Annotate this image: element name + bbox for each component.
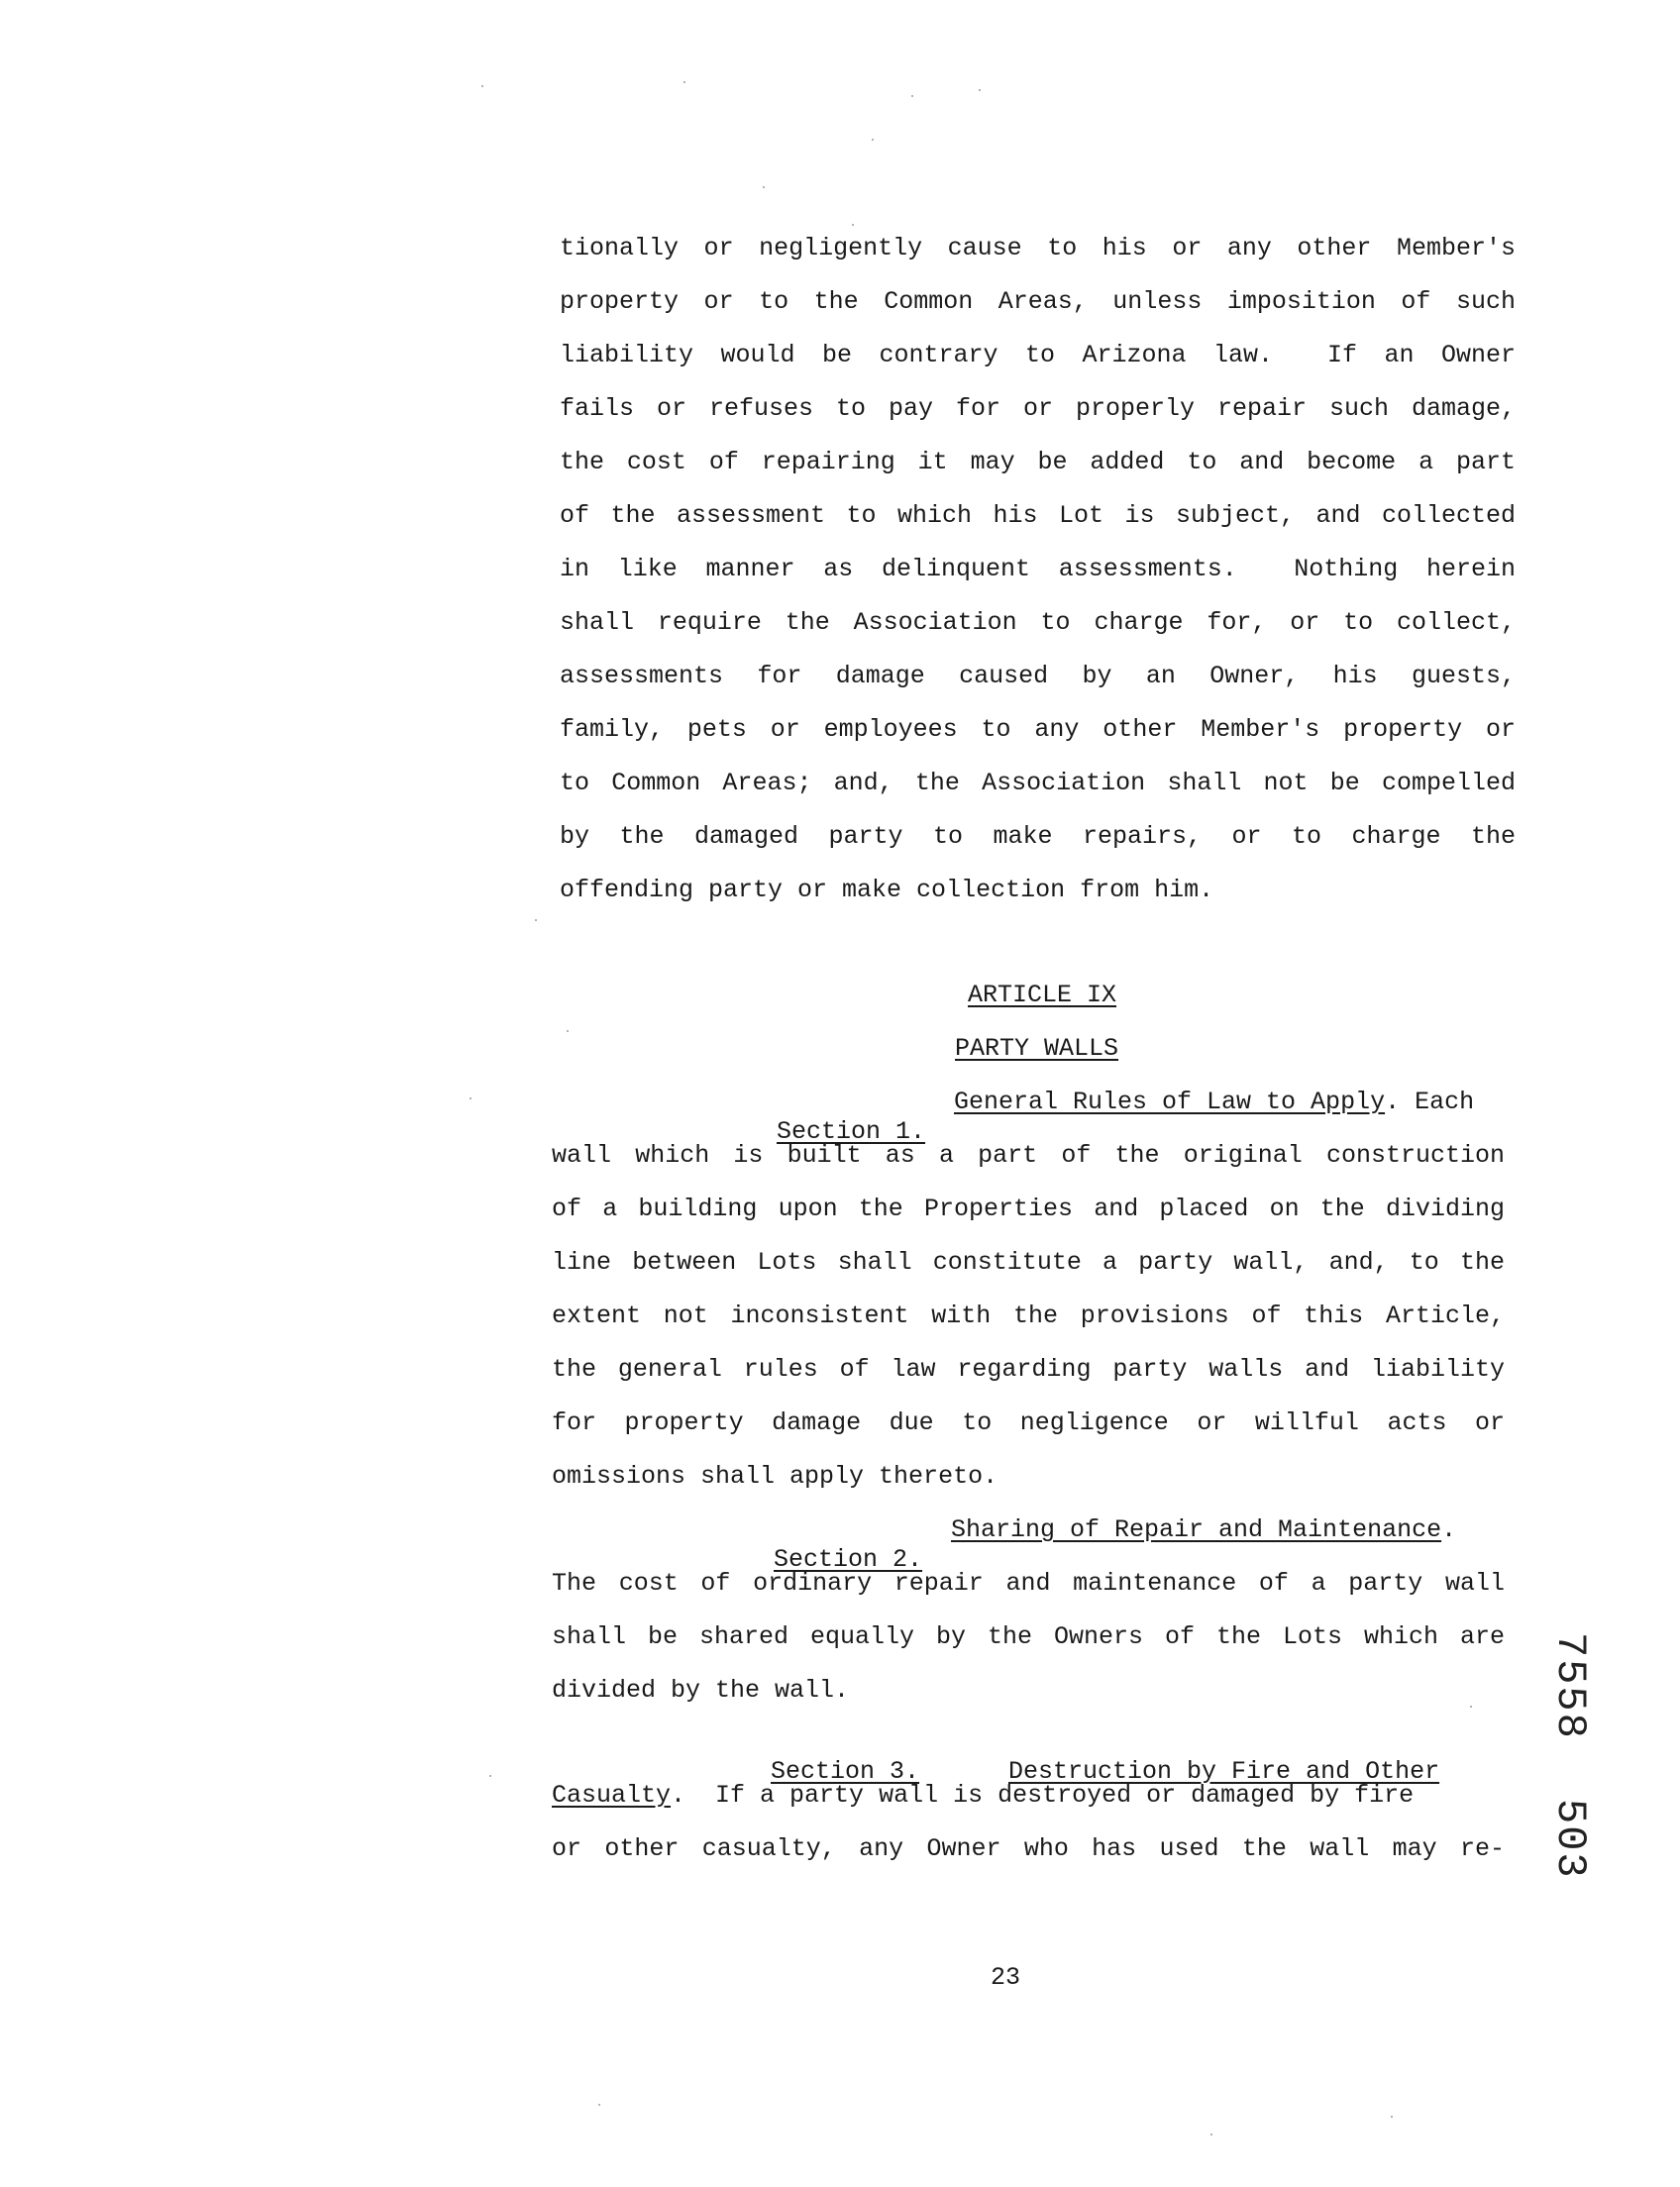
text-line: for property damage due to negligence or willful acts or bbox=[552, 1408, 1505, 1437]
scan-speck bbox=[1470, 1706, 1472, 1708]
text-line: omissions shall apply thereto. bbox=[552, 1462, 998, 1491]
section-heading-continued: Casualty bbox=[552, 1781, 672, 1810]
section-heading-tail: . bbox=[1441, 1515, 1457, 1544]
text-line: by the damaged party to make repairs, or to charge the bbox=[560, 822, 1516, 851]
text-line: of a building upon the Properties and placed on the dividing bbox=[552, 1195, 1505, 1223]
section-heading: Sharing of Repair and Maintenance bbox=[951, 1515, 1442, 1544]
scan-speck bbox=[763, 186, 765, 188]
text-line: the cost of repairing it may be added to and become a part bbox=[560, 448, 1516, 476]
scan-speck bbox=[852, 224, 854, 226]
scan-speck bbox=[489, 1775, 491, 1777]
text-line: The cost of ordinary repair and maintenance of a party wall bbox=[552, 1569, 1505, 1598]
scan-speck bbox=[1210, 2134, 1212, 2135]
article-title: PARTY WALLS bbox=[955, 1034, 1119, 1063]
section-label: Section 2. bbox=[774, 1545, 923, 1574]
text-line: or other casualty, any Owner who has used the wall may re- bbox=[552, 1834, 1505, 1863]
scan-speck bbox=[481, 85, 483, 87]
text-line: to Common Areas; and, the Association shall not be compelled bbox=[560, 769, 1516, 797]
scan-speck bbox=[598, 2104, 600, 2106]
scan-speck bbox=[872, 139, 874, 141]
text-line: wall which is built as a part of the original construction bbox=[552, 1141, 1505, 1170]
section-label: Section 3. bbox=[771, 1757, 920, 1786]
article-number: ARTICLE IX bbox=[968, 981, 1117, 1009]
section-1-heading bbox=[954, 1088, 1474, 1117]
text-line: fails or refuses to pay for or properly repair such damage, bbox=[560, 394, 1516, 423]
section-2-heading bbox=[951, 1515, 1456, 1545]
text-line: tionally or negligently cause to his or any other Member's bbox=[560, 234, 1516, 262]
scan-speck bbox=[979, 89, 981, 91]
scan-speck bbox=[1391, 2116, 1393, 2118]
text-line: of the assessment to which his Lot is subject, and collected bbox=[560, 501, 1516, 530]
text-line-tail: . If a party wall is destroyed or damaged by fire bbox=[671, 1781, 1415, 1810]
section-label: Section 1. bbox=[777, 1117, 926, 1146]
scan-speck bbox=[911, 95, 913, 97]
scan-speck bbox=[535, 919, 537, 921]
text-line: shall be shared equally by the Owners of the Lots which are bbox=[552, 1622, 1505, 1651]
text-line: divided by the wall. bbox=[552, 1676, 850, 1705]
text-line: liability would be contrary to Arizona law. If an Owner bbox=[560, 341, 1516, 369]
text-line: offending party or make collection from him. bbox=[560, 876, 1214, 904]
section-heading-tail: . Each bbox=[1385, 1088, 1475, 1116]
scan-speck bbox=[567, 1030, 569, 1032]
text-line: in like manner as delinquent assessments. Nothing herein bbox=[560, 555, 1516, 583]
text-line: extent not inconsistent with the provisions of this Article, bbox=[552, 1302, 1505, 1330]
text-line: assessments for damage caused by an Owner, his guests, bbox=[560, 662, 1516, 690]
text-line bbox=[552, 1781, 1505, 1811]
scan-speck bbox=[683, 81, 685, 83]
text-line: the general rules of law regarding party walls and liability bbox=[552, 1355, 1505, 1384]
text-line: shall require the Association to charge for, or to collect, bbox=[560, 608, 1516, 637]
text-line: line between Lots shall constitute a party wall, and, to the bbox=[552, 1248, 1505, 1277]
recording-book-number: 7558 bbox=[1546, 1632, 1594, 1740]
section-heading: General Rules of Law to Apply bbox=[954, 1088, 1386, 1116]
text-line: family, pets or employees to any other Member's property or bbox=[560, 715, 1516, 744]
recording-page-number: 503 bbox=[1546, 1799, 1594, 1880]
scan-speck bbox=[470, 1097, 472, 1099]
section-heading: Destruction by Fire and Other bbox=[1008, 1757, 1440, 1786]
text-line: property or to the Common Areas, unless imposition of such bbox=[560, 287, 1516, 316]
page-number: 23 bbox=[991, 1963, 1021, 1992]
